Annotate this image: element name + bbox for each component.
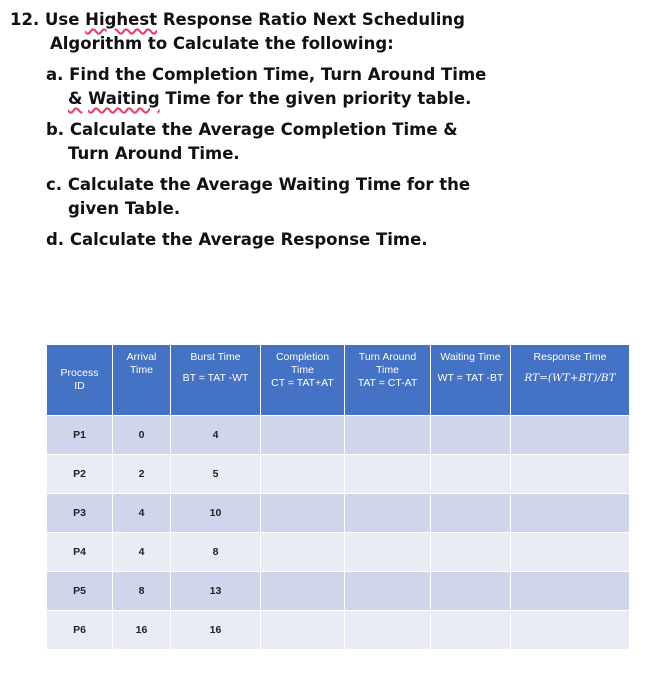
item-a-line1 [10, 63, 630, 87]
table-row [47, 533, 630, 572]
header-completion-time: Completion Time CT = TAT+AT [261, 345, 345, 416]
response-cell [511, 455, 630, 494]
pid-cell: P2 [47, 455, 113, 494]
item-c-line1 [10, 173, 630, 197]
table-row [47, 611, 630, 650]
table-row [47, 455, 630, 494]
turnaround-cell [345, 533, 431, 572]
item-letter: d. [46, 230, 65, 249]
item-d-line1 [10, 228, 630, 252]
spellcheck-amp: & [68, 89, 83, 108]
completion-cell [261, 533, 345, 572]
burst-cell: 13 [171, 572, 261, 611]
response-cell [511, 416, 630, 455]
table-row [47, 572, 630, 611]
item-b [10, 118, 630, 166]
question-block [10, 8, 630, 252]
item-b-line1 [10, 118, 630, 142]
turnaround-cell [345, 494, 431, 533]
arrival-cell: 8 [113, 572, 171, 611]
scheduling-table [46, 344, 630, 650]
response-cell [511, 611, 630, 650]
header-burst-time: Burst Time BT = TAT -WT [171, 345, 261, 416]
turnaround-cell [345, 455, 431, 494]
turnaround-cell [345, 416, 431, 455]
response-cell [511, 494, 630, 533]
pid-cell: P1 [47, 416, 113, 455]
item-d [10, 228, 630, 252]
header-turn-around-time: Turn Around Time TAT = CT-AT [345, 345, 431, 416]
completion-cell [261, 572, 345, 611]
completion-cell [261, 416, 345, 455]
item-letter: b. [46, 120, 65, 139]
item-text: Calculate the Average Waiting Time for the [67, 175, 471, 194]
waiting-cell [431, 611, 511, 650]
waiting-cell [431, 572, 511, 611]
header-waiting-time: Waiting Time WT = TAT -BT [431, 345, 511, 416]
question-number: 12. [10, 10, 40, 29]
waiting-cell [431, 455, 511, 494]
question-line1-post: Response Ratio Next Scheduling [162, 10, 465, 29]
burst-cell: 16 [171, 611, 261, 650]
waiting-cell [431, 416, 511, 455]
table-header-row [47, 345, 630, 416]
item-a [10, 63, 630, 111]
completion-cell [261, 455, 345, 494]
item-c-line2: given Table. [68, 199, 181, 218]
waiting-cell [431, 533, 511, 572]
item-b-line2: Turn Around Time. [68, 144, 240, 163]
item-c [10, 173, 630, 221]
item-letter: c. [46, 175, 63, 194]
completion-cell [261, 611, 345, 650]
spellcheck-word-highest: Highest [85, 10, 158, 29]
spellcheck-word-waiting: Waiting [88, 89, 160, 108]
turnaround-cell [345, 611, 431, 650]
item-a-line2 [10, 87, 630, 111]
burst-cell: 4 [171, 416, 261, 455]
turnaround-cell [345, 572, 431, 611]
waiting-cell [431, 494, 511, 533]
arrival-cell: 2 [113, 455, 171, 494]
burst-cell: 5 [171, 455, 261, 494]
response-cell [511, 533, 630, 572]
item-a-line2-post: Time for the given priority table. [165, 89, 472, 108]
header-response-time: Response Time RT=(WT+BT)/BT [511, 345, 630, 416]
header-arrival-time: Arrival Time [113, 345, 171, 416]
table-row [47, 494, 630, 533]
question-line1-pre: Use [44, 10, 80, 29]
completion-cell [261, 494, 345, 533]
item-text: Find the Completion Time, Turn Around Time [69, 65, 487, 84]
header-process-id: Process ID [47, 345, 113, 416]
burst-cell: 10 [171, 494, 261, 533]
arrival-cell: 4 [113, 494, 171, 533]
response-cell [511, 572, 630, 611]
arrival-cell: 4 [113, 533, 171, 572]
pid-cell: P4 [47, 533, 113, 572]
question-title-line2: Algorithm to Calculate the following: [50, 34, 394, 53]
item-text: Calculate the Average Response Time. [69, 230, 428, 249]
pid-cell: P3 [47, 494, 113, 533]
item-letter: a. [46, 65, 64, 84]
burst-cell: 8 [171, 533, 261, 572]
item-text: Calculate the Average Completion Time & [69, 120, 458, 139]
question-title-line1 [10, 8, 630, 32]
table-row [47, 416, 630, 455]
arrival-cell: 0 [113, 416, 171, 455]
pid-cell: P6 [47, 611, 113, 650]
arrival-cell: 16 [113, 611, 171, 650]
pid-cell: P5 [47, 572, 113, 611]
